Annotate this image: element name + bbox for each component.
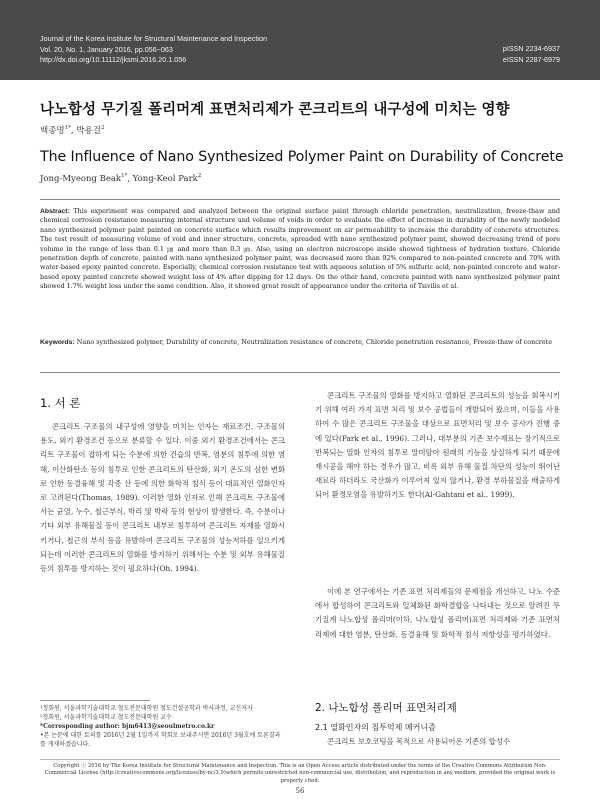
abstract-text: This experiment was compared and analyzed between the original surface paint through chloride penetration, neutralization, freeze-thaw and chemical corrosion resistance measuring internal structure and volume of voids in order to evaluate the effect of increase in durability of the newly modeled nano synthesized polymer paint painted on concrete surface which results improvement on air permeability to increase the durability of concrete structures. The test result of measuring volume of void and inner structure, concrete, spreaded with nano synthesized polymer paint, showed decreasing trend of pore volume in the range of less than 0.1 ㎛ and more than 0.3 ㎛. Also, using an electron microscope inside showed tightness of hydration texture. Chloride penetration depth of concrete, painted with nano synthesized polymer paint, was decreased more than 92% compared to non-painted concrete and 70% with water-based epoxy painted concrete. Especially, chemical corrosion resistance test with aqueous solution of 5% sulfuric acid, non-painted concrete and water-based epoxy painted concrete showed weight loss of 4% after dipping for 12 days. On the other hand, concrete painted with nano synthesized polymer paint showed 1.7% weight loss under the same condition. Also, it showed great result of appearance under the criteria of Tsivilis et al. <box>40 207 560 291</box>
abstract-top-rule <box>40 199 560 200</box>
footnote-corresponding: *Corresponding author: bjm6413@seoulmetro.co.kr <box>40 723 215 730</box>
footnote-rule <box>40 700 150 701</box>
journal-doi[interactable]: http://dx.doi.org/10.11112/jksmi.2016.20.1.056 <box>40 55 187 64</box>
column-2-paragraph-1: 콘크리트 구조물의 열화를 방지하고 열화된 콘크리트의 성능을 회복시키기 위해 여러 가지 표면 처리 및 보수 공법들이 개발되어 왔으며, 이들을 사용하여 수 많은 콘크리트 구조물을 대상으로 표면처리 및 보수 공사가 진행 중에 있다(Park et al., 1996). 그러나, 대부분의 기존 보수재료는 장기적으로 반복되는 열화 인자의 침투로 말미암아 원래의 기능을 상실하게 되기 때문에 재시공을 해야 하는 경우가 많고, 비록 외부 유해 물질 차단의 성능이 뛰어난 재료라 하더라도 국산화가 이루어져 있지 않거나, 환경 부하물질을 배출하게 되어 환경오염을 유발하기도 한다(Al-Gahtani et al., 1999). <box>315 391 560 500</box>
pissn: pISSN 2234-6937 <box>502 44 560 53</box>
footnote-2: ²정회원, 서울과학기술대학교 철도전문대학원 교수 <box>40 714 172 721</box>
korean-title: 나노합성 무기질 폴리머계 표면처리제가 콘크리트의 내구성에 미치는 영향 <box>40 102 510 118</box>
section-2-1-paragraph: 콘크리트 보호코팅을 목적으로 사용되어온 기존의 합성수 <box>327 737 511 746</box>
section-1-paragraph: 콘크리트 구조물의 내구성에 영향을 미치는 인자는 재료조건, 구조물의 용도, 외기 환경조건 등으로 분류할 수 있다. 이중 외기 환경조건에서는 콘크리트 구조물이 접하게 되는 수분에 의한 건습의 반복, 염분의 침투에 의한 염해, 이산화탄소 등의 침투로 인한 콘크리트의 탄산화, 외기 온도의 심한 변화로 인한 동결융해 및 각종 산 등에 의한 화학적 침식 등이 대표적인 열화인자로 고려된다(Thomas, 1989). 이러한 열화 인자로 인해 콘크리트 구조물에서는 균열, 누수, 철근부식, 박리 및 박락 등의 현상이 발생한다. 즉, 수분이나 기타 외부 유해물질 등이 콘크리트 내부로 침투하여 콘크리트 자재를 열화시키거나, 철근의 부식 등을 유발하여 콘크리트 구조물의 성능저하를 일으키게 되는데 이러한 콘크리트의 열화를 방지하기 위해서는 수분 및 외부 유해물질 등의 침투를 방지하는 것이 필요하다(Oh, 1994). <box>40 422 285 574</box>
copyright-notice: Copyright ⓒ 2016 by The Korea Institute for Structural Maintenance and Inspection. This is an Open Access article distributed under the terms of the Creative Commons Attribution Non-Commercial License (http://creativecommons.org/licenses/by-nc/3.0)which permits unrestricted non-commercial use, distribution, and reproduction in any medium, provided the original work is properly cited. <box>44 763 556 784</box>
footnotes <box>40 704 285 749</box>
section-1-heading: 1. 서 론 <box>40 396 81 410</box>
journal-volume: Vol. 20, No. 1, January 2016, pp.056~063 <box>40 44 173 54</box>
abstract-bottom-rule <box>40 372 560 373</box>
footer-rule <box>40 759 560 760</box>
journal-info <box>40 34 267 66</box>
keywords-text: Nano synthesized polymer, Durability of concrete, Neutralization resistance of concrete, Chloride penetration resistance, Freeze-thaw of concrete <box>76 338 552 346</box>
journal-header-band <box>0 0 600 80</box>
abstract-label: Abstract: <box>40 208 70 215</box>
journal-name: Journal of the Korea Institute for Structural Maintenance and Inspection <box>40 34 267 43</box>
section-2-heading: 2. 나노합성 폴리머 표면처리제 <box>315 702 457 714</box>
eissn: eISSN 2287-6979 <box>502 54 560 64</box>
keywords <box>40 338 560 347</box>
issn-info <box>503 44 560 65</box>
english-authors: Jong-Myeong Beak$^{1*}$, Yong-Keol Park$^2$ <box>40 173 202 184</box>
page-number: 56 <box>295 787 305 795</box>
footnote-1: ¹정회원, 서울과학기술대학교 철도전문대학원 철도건설공학과 박사과정, 교신저자 <box>40 705 253 712</box>
korean-authors: 백종명$^{1*}$, 박용걸$^2$ <box>40 125 105 136</box>
abstract <box>40 207 560 292</box>
keywords-label: Keywords: <box>40 339 75 346</box>
column-2-paragraph-2: 이에 본 연구에서는 기존 표면 처리제들의 문제점을 개선하고, 나노 수준에서 합성하여 콘크리트와 일체화된 화학결합을 나타내는 것으로 알려진 무기질계 나노합성 폴리머(이하, 나노합성 폴리머)표면 처리제와 기존 표면처리제에 대한 염분, 탄산화, 동결융해 및 화학적 침식 저항성을 평가하였다. <box>315 587 560 639</box>
english-title: The Influence of Nano Synthesized Polymer Paint on Durability of Concrete <box>40 149 564 165</box>
footnote-discussion: •본 논문에 대한 토의를 2016년 2월 1일까지 학회로 보내주시면 2016년 3월호에 토론결과를 게재하겠습니다. <box>40 732 281 748</box>
section-2-1-heading: 2.1 열화인자의 침투억제 메커니즘 <box>315 723 436 732</box>
